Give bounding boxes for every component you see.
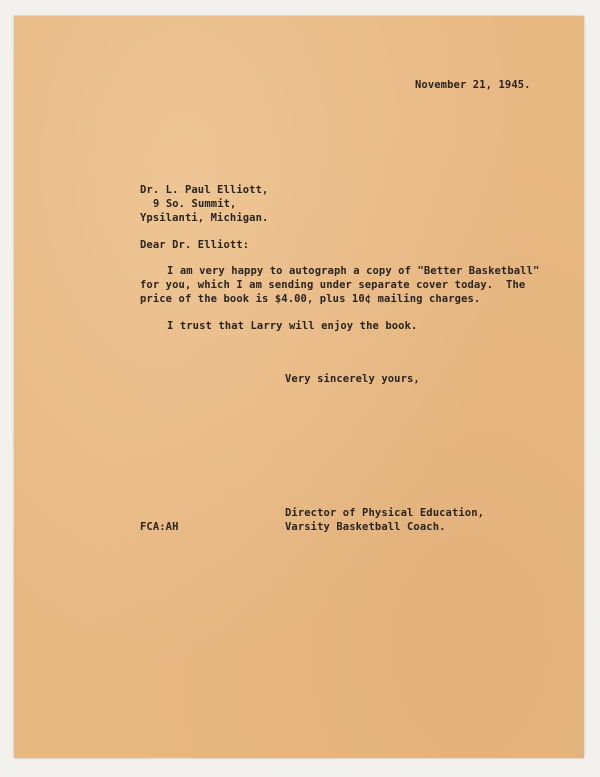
signature-title-1: Director of Physical Education,	[285, 507, 485, 519]
recipient-city: Ypsilanti, Michigan.	[140, 212, 269, 224]
body-paragraph-1-line-1: I am very happy to autograph a copy of "Better Basketball"	[167, 265, 540, 277]
signature-title-2: Varsity Basketball Coach.	[285, 521, 446, 533]
letter-page	[14, 16, 584, 758]
body-paragraph-1-line-3: price of the book is $4.00, plus 10¢ mailing charges.	[140, 293, 481, 305]
recipient-street: 9 So. Summit,	[153, 198, 237, 210]
letter-date: November 21, 1945.	[415, 79, 531, 91]
body-paragraph-1-line-2: for you, which I am sending under separate cover today. The	[140, 279, 526, 291]
recipient-name: Dr. L. Paul Elliott,	[140, 184, 269, 196]
closing: Very sincerely yours,	[285, 373, 420, 385]
initials: FCA:AH	[140, 521, 179, 533]
salutation: Dear Dr. Elliott:	[140, 239, 250, 251]
body-paragraph-2-line-1: I trust that Larry will enjoy the book.	[167, 320, 418, 332]
